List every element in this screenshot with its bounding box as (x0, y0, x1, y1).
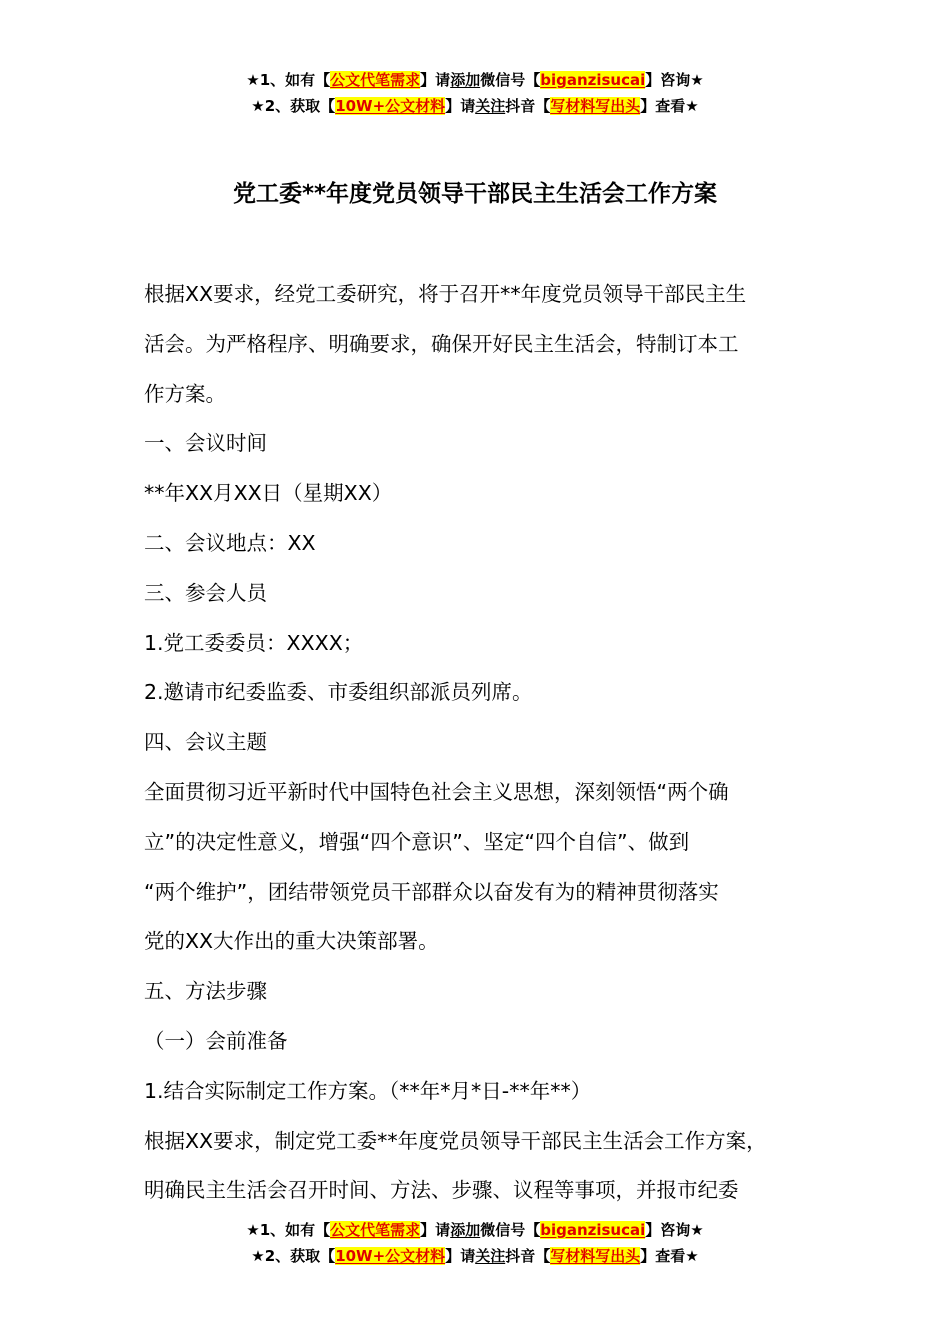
notice-text: 】请 (445, 1247, 476, 1265)
notice-text: ★2、获取【 (251, 1247, 336, 1265)
body-line: 2.邀请市纪委监委、市委组织部派员列席。 (144, 680, 533, 705)
notice-text: 】请 (420, 1221, 451, 1239)
notice-underlined: 关注 (475, 1247, 506, 1265)
notice-line-2 (0, 1243, 950, 1269)
subsection-heading: （一）会前准备 (144, 1028, 288, 1053)
body-line: 1.结合实际制定工作方案。（**年*月*日-**年**） (144, 1078, 592, 1103)
notice-text: ★1、如有【 (246, 1221, 331, 1239)
highlight-materials: 10W+公文材料 (335, 97, 446, 115)
document-title: 党工委**年度党员领导干部民主生活会工作方案 (232, 181, 718, 207)
footer-notice (0, 1217, 950, 1269)
section-heading: 三、参会人员 (144, 580, 267, 605)
body-line: 立”的决定性意义，增强“四个意识”、坚定“四个自信”、做到 (144, 829, 690, 854)
notice-text: 】咨询★ (645, 71, 704, 89)
body-line: 党的XX大作出的重大决策部署。 (144, 929, 439, 954)
notice-line-1 (0, 67, 950, 93)
notice-text: 抖音【 (505, 97, 551, 115)
section-heading: 二、会议地点：XX (144, 530, 316, 555)
notice-text: 抖音【 (505, 1247, 551, 1265)
section-heading: 一、会议时间 (144, 431, 267, 456)
body-line: 1.党工委委员：XXXX； (144, 630, 364, 655)
highlight-douyin-id: 写材料写出头 (550, 1247, 641, 1265)
notice-text: 】请 (420, 71, 451, 89)
document-body (144, 270, 834, 1216)
notice-line-1 (0, 1217, 950, 1243)
body-line: 全面贯彻习近平新时代中国特色社会主义思想，深刻领悟“两个确 (144, 779, 729, 804)
notice-text: 微信号【 (480, 1221, 541, 1239)
body-line: 作方案。 (144, 381, 226, 406)
body-line: 根据XX要求，经党工委研究，将于召开**年度党员领导干部民主生 (144, 282, 747, 306)
notice-underlined: 添加 (450, 1221, 481, 1239)
notice-text: 】请 (445, 97, 476, 115)
highlight-douyin-id: 写材料写出头 (550, 97, 641, 115)
section-heading: 五、方法步骤 (144, 979, 267, 1004)
notice-text: 微信号【 (480, 71, 541, 89)
body-line: 根据XX要求，制定党工委**年度党员领导干部民主生活会工作方案， (144, 1128, 767, 1153)
notice-text: 】查看★ (640, 1247, 699, 1265)
highlight-wechat-id: biganzisucai (540, 71, 646, 89)
body-line: “两个维护”，团结带领党员干部群众以奋发有为的精神贯彻落实 (144, 879, 719, 904)
notice-underlined: 关注 (475, 97, 506, 115)
notice-text: ★1、如有【 (246, 71, 331, 89)
notice-line-2 (0, 93, 950, 119)
highlight-ghostwriting: 公文代笔需求 (330, 1221, 421, 1239)
highlight-ghostwriting: 公文代笔需求 (330, 71, 421, 89)
body-line: **年XX月XX日（星期XX） (144, 481, 393, 506)
notice-text: 】查看★ (640, 97, 699, 115)
section-heading: 四、会议主题 (144, 730, 267, 755)
body-line: 明确民主生活会召开时间、方法、步骤、议程等事项，并报市纪委 (144, 1178, 739, 1203)
notice-text: ★2、获取【 (251, 97, 336, 115)
highlight-wechat-id: biganzisucai (540, 1221, 646, 1239)
body-line: 活会。为严格程序、明确要求，确保开好民主生活会，特制订本工 (144, 331, 739, 356)
header-notice (0, 67, 950, 119)
highlight-materials: 10W+公文材料 (335, 1247, 446, 1265)
notice-underlined: 添加 (450, 71, 481, 89)
notice-text: 】咨询★ (645, 1221, 704, 1239)
